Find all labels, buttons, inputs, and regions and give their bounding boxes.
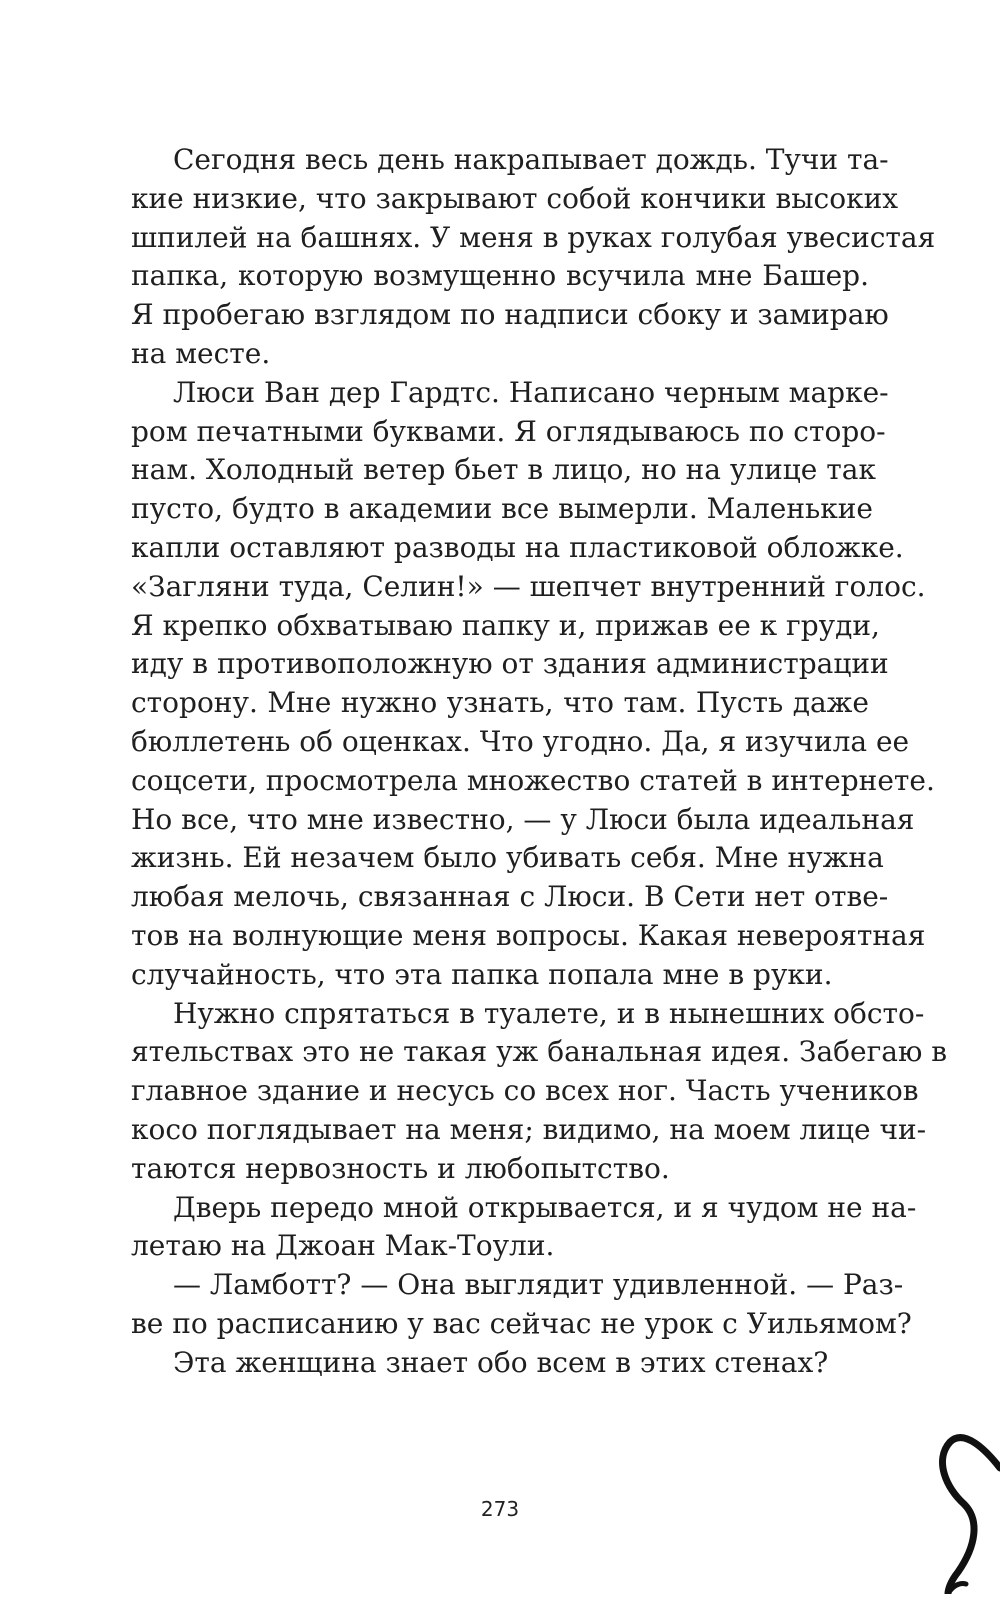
text-line: ром печатными буквами. Я оглядываюсь по сторо- [131, 414, 886, 448]
text-line: косо поглядывает на меня; видимо, на моем лице чи- [131, 1112, 927, 1146]
text-line: Нужно спрятаться в туалете, и в нынешних обсто- [173, 996, 925, 1030]
text-line: тов на волнующие меня вопросы. Какая невероятная [131, 918, 926, 952]
text-line: случайность, что эта папка попала мне в руки. [131, 957, 833, 991]
text-line: Я крепко обхватываю папку и, прижав ее к груди, [131, 608, 880, 642]
text-line: Дверь передо мной открывается, и я чудом не на- [173, 1190, 917, 1224]
text-line: любая мелочь, связанная с Люси. В Сети нет отве- [131, 880, 889, 914]
text-line: Эта женщина знает обо всем в этих стенах? [173, 1345, 829, 1379]
text-line: главное здание и несусь со всех ног. Часть учеников [131, 1074, 919, 1108]
text-line: Сегодня весь день накрапывает дождь. Тучи та- [173, 143, 889, 176]
text-line: бюллетень об оценках. Что угодно. Да, я изучила ее [131, 724, 910, 758]
text-line: капли оставляют разводы на пластиковой обложке. [131, 530, 904, 564]
swirl-ornament-icon [936, 1422, 1000, 1594]
text-line: Но все, что мне известно, — у Люси была идеальная [131, 802, 915, 836]
text-line: Люси Ван дер Гардтс. Написано черным марке- [173, 375, 889, 409]
text-line: пусто, будто в академии все вымерли. Маленькие [131, 492, 873, 526]
text-line: Я пробегаю взглядом по надписи сбоку и замираю [131, 298, 889, 332]
text-line: папка, которую возмущенно всучила мне Башер. [131, 259, 869, 293]
text-line: нам. Холодный ветер бьет в лицо, но на улице так [131, 453, 876, 487]
body-text [131, 141, 947, 1383]
text-line: жизнь. Ей незачем было убивать себя. Мне нужна [131, 841, 884, 875]
text-line: летаю на Джоан Мак-Тоули. [131, 1229, 555, 1263]
text-line: кие низкие, что закрывают собой кончики высоких [131, 181, 899, 215]
text-line: иду в противоположную от здания администрации [131, 647, 889, 681]
text-line: таются нервозность и любопытство. [131, 1151, 670, 1185]
text-line: на месте. [131, 336, 271, 370]
text-line: «Загляни туда, Селин!» — шепчет внутренний голос. [131, 569, 926, 603]
page-number: 273 [480, 1497, 520, 1521]
text-line: соцсети, просмотрела множество статей в интернете. [131, 763, 935, 797]
text-line: ятельствах это не такая уж банальная идея. Забегаю в [131, 1035, 947, 1069]
text-line: ве по расписанию у вас сейчас не урок с Уильямом? [131, 1306, 912, 1340]
text-line: шпилей на башнях. У меня в руках голубая увесистая [131, 220, 936, 254]
text-line: сторону. Мне нужно узнать, что там. Пусть даже [131, 686, 869, 720]
text-line: — Ламботт? — Она выглядит удивленной. — Раз- [173, 1268, 904, 1302]
